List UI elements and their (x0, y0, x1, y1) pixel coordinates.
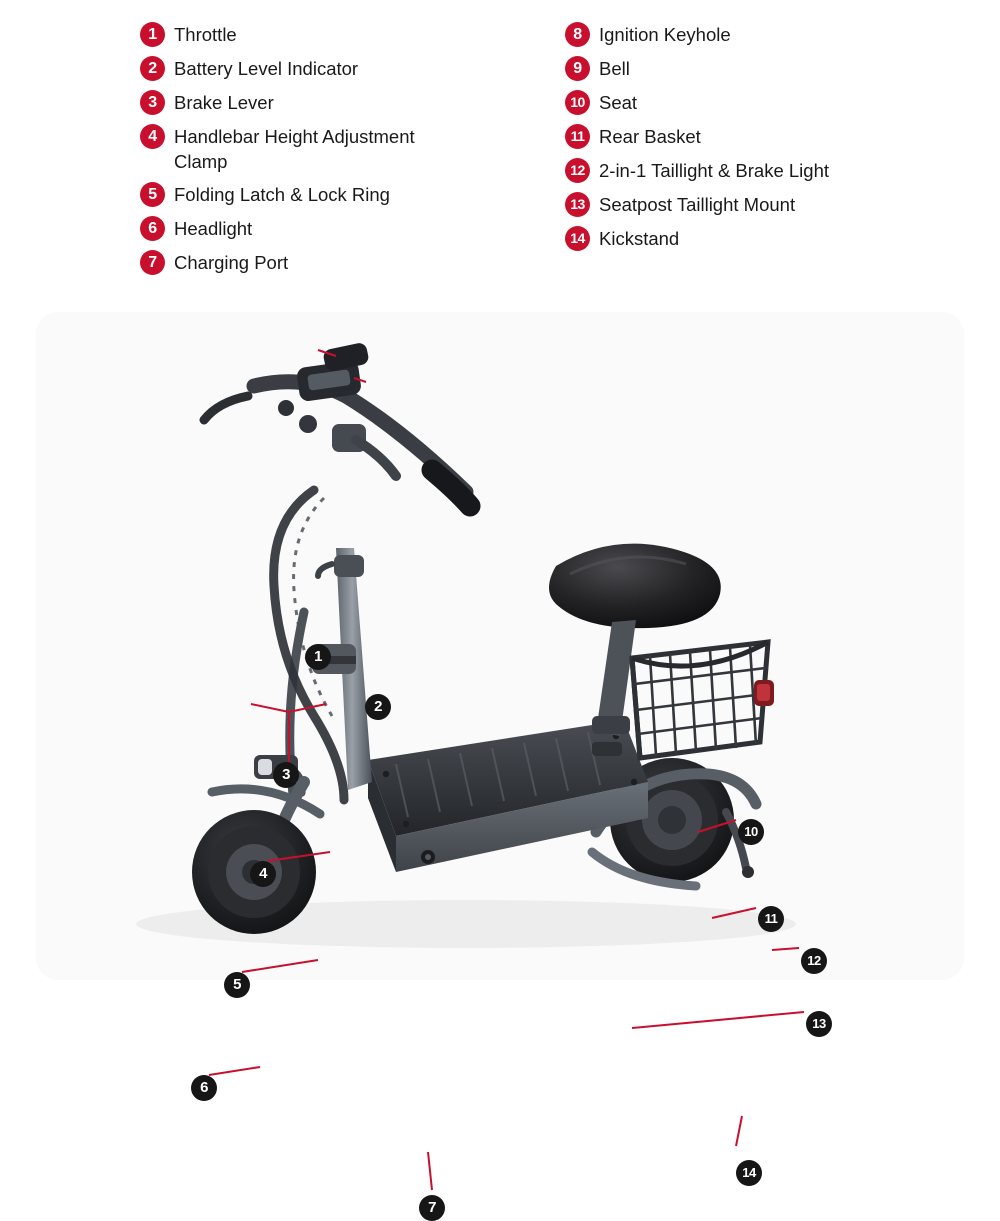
legend-badge-11: 11 (565, 124, 590, 149)
legend-item-3 (140, 90, 560, 116)
rear-basket (632, 642, 768, 758)
legend-badge-8: 8 (565, 22, 590, 47)
legend-label-8: Ignition Keyhole (599, 24, 731, 45)
seatpost-taillight-mount (592, 742, 622, 756)
legend-badge-14: 14 (565, 226, 590, 251)
legend-label-3: Brake Lever (174, 92, 274, 113)
legend-item-1 (140, 22, 560, 48)
legend-item-14 (565, 226, 995, 252)
right-grip (432, 470, 470, 506)
height-adjust-clamp (318, 555, 364, 577)
callout-14: 14 (736, 1160, 762, 1186)
legend-item-8 (565, 22, 995, 48)
legend-label-6: Headlight (174, 218, 253, 240)
brake-lever (204, 396, 248, 420)
legend-item-9 (565, 56, 995, 82)
legend-item-5 (140, 182, 560, 208)
legend-label-1: Throttle (174, 24, 237, 45)
callout-7: 7 (419, 1195, 445, 1221)
legend-label-11: Rear Basket (599, 126, 701, 147)
callout-13: 13 (806, 1011, 832, 1037)
legend-item-12 (565, 158, 995, 184)
scooter-illustration (36, 312, 964, 980)
legend-label-13: Seatpost Taillight Mount (599, 194, 796, 215)
callout-12: 12 (801, 948, 827, 974)
product-diagram-panel (36, 312, 964, 1216)
legend-item-6 (140, 216, 560, 242)
legend-label-9: Bell (599, 58, 630, 79)
legend-badge-5: 5 (140, 182, 165, 207)
bell (299, 415, 317, 433)
legend-item-13 (565, 192, 995, 218)
callout-1: 1 (305, 644, 331, 670)
legend-label-10: Seat (599, 92, 638, 113)
legend-badge-4: 4 (140, 124, 165, 149)
legend-badge-7: 7 (140, 250, 165, 275)
legend-badge-2: 2 (140, 56, 165, 81)
ignition-keyhole (278, 400, 294, 416)
callout-11: 11 (758, 906, 784, 932)
callout-3: 3 (273, 762, 299, 788)
callout-2: 2 (365, 694, 391, 720)
handlebar-assembly (204, 342, 470, 506)
front-wheel (192, 782, 320, 934)
callout-4: 4 (250, 861, 276, 887)
legend-item-11 (565, 124, 995, 150)
legend-item-2 (140, 56, 560, 82)
legend-badge-10: 10 (565, 90, 590, 115)
legend-badge-1: 1 (140, 22, 165, 47)
legend-item-7 (140, 250, 560, 276)
taillight (754, 680, 774, 706)
callout-10: 10 (738, 819, 764, 845)
legend-label-4: Handlebar Height Adjustment Clamp (174, 126, 415, 172)
legend-badge-3: 3 (140, 90, 165, 115)
legend-label-12: 2-in-1 Taillight & Brake Light (599, 160, 830, 181)
legend-label-14: Kickstand (599, 228, 680, 249)
legend-column-left (140, 22, 560, 284)
callout-6: 6 (191, 1075, 217, 1101)
legend (0, 22, 1000, 292)
legend-item-10 (565, 90, 995, 116)
legend-column-right (565, 22, 995, 260)
legend-label-7: Charging Port (174, 252, 289, 274)
callout-5: 5 (224, 972, 250, 998)
legend-badge-13: 13 (565, 192, 590, 217)
throttle (322, 342, 370, 373)
legend-badge-6: 6 (140, 216, 165, 241)
legend-badge-9: 9 (565, 56, 590, 81)
legend-label-5: Folding Latch & Lock Ring (174, 184, 390, 206)
legend-badge-12: 12 (565, 158, 590, 183)
legend-item-4 (140, 124, 560, 174)
legend-label-2: Battery Level Indicator (174, 58, 359, 79)
